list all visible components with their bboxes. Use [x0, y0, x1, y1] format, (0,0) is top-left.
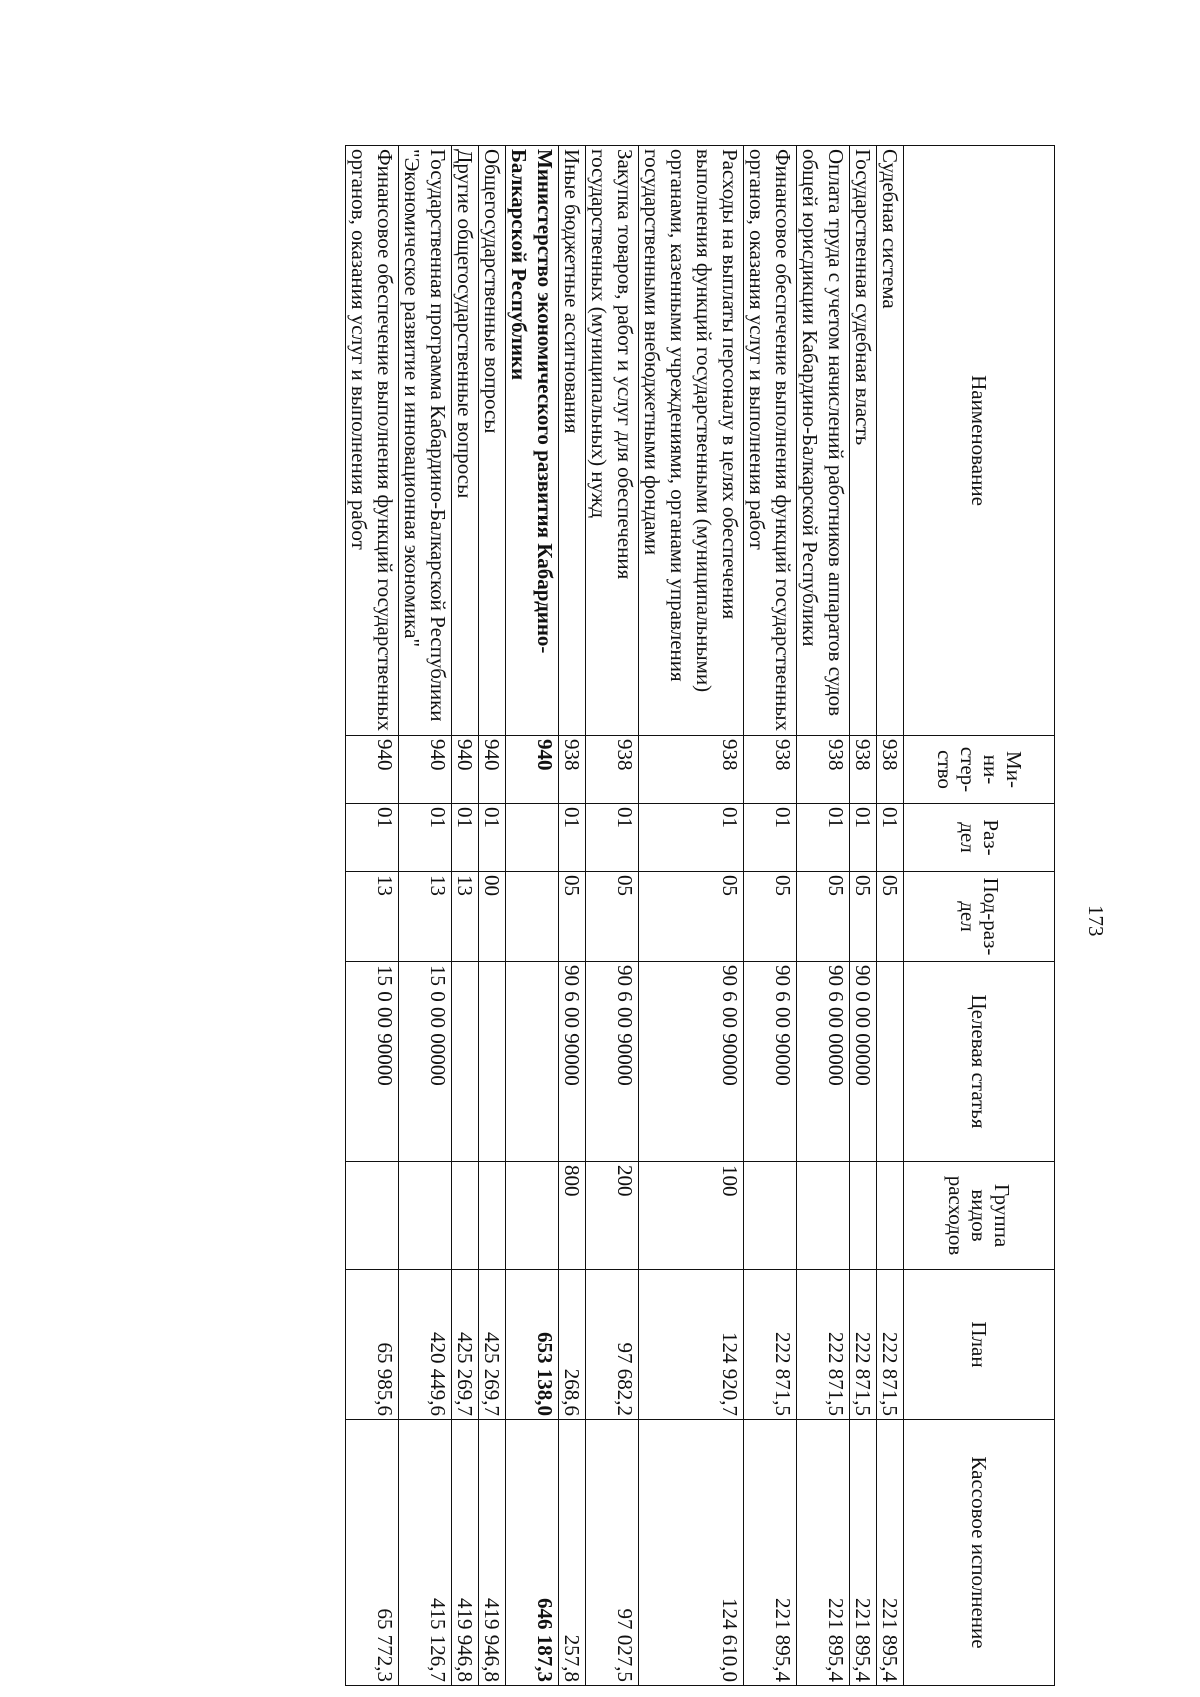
cell-section: 01	[639, 804, 744, 872]
cell-subsection: 05	[797, 872, 850, 962]
cell-ministry: 938	[559, 736, 586, 804]
cell-ministry: 940	[346, 736, 399, 804]
cell-target-article: 15 0 00 90000	[346, 962, 399, 1162]
cell-name: Финансовое обеспечение выполнения функций государственных органов, оказания услуг и выполнения работ	[346, 146, 399, 736]
cell-target-article: 90 6 00 90000	[744, 962, 797, 1162]
cell-plan: 222 871,5	[744, 1270, 797, 1420]
budget-table	[345, 145, 1055, 1686]
cell-ministry: 938	[744, 736, 797, 804]
cell-expense-group: 800	[559, 1162, 586, 1270]
cell-plan: 222 871,5	[850, 1270, 877, 1420]
cell-subsection: 05	[639, 872, 744, 962]
cell-plan: 653 138,0	[506, 1270, 559, 1420]
cell-expense-group	[346, 1162, 399, 1270]
cell-section	[506, 804, 559, 872]
table-row	[346, 146, 399, 1686]
cell-section: 01	[559, 804, 586, 872]
cell-ministry: 938	[586, 736, 639, 804]
cell-ministry: 940	[399, 736, 452, 804]
table-body	[346, 146, 904, 1686]
table-header-row	[904, 146, 1055, 1686]
cell-cash-execution: 124 610,0	[639, 1420, 744, 1686]
cell-section: 01	[744, 804, 797, 872]
cell-expense-group	[850, 1162, 877, 1270]
cell-target-article	[506, 962, 559, 1162]
cell-target-article: 90 6 00 90000	[586, 962, 639, 1162]
table-row	[639, 146, 744, 1686]
rotated-sheet	[140, 145, 1055, 1685]
cell-cash-execution: 257,8	[559, 1420, 586, 1686]
header-ministry: Ми-ни-стер-ство	[904, 736, 1055, 804]
cell-ministry: 938	[797, 736, 850, 804]
cell-plan: 65 985,6	[346, 1270, 399, 1420]
cell-subsection: 00	[479, 872, 506, 962]
cell-ministry: 938	[877, 736, 904, 804]
cell-cash-execution: 65 772,3	[346, 1420, 399, 1686]
cell-section: 01	[399, 804, 452, 872]
cell-subsection: 05	[744, 872, 797, 962]
cell-name: Государственная судебная власть	[850, 146, 877, 736]
cell-target-article: 15 0 00 00000	[399, 962, 452, 1162]
cell-section: 01	[452, 804, 479, 872]
cell-target-article: 90 6 00 90000	[639, 962, 744, 1162]
cell-name: Закупка товаров, работ и услуг для обеспечения государственных (муниципальных) нужд	[586, 146, 639, 736]
cell-plan: 97 682,2	[586, 1270, 639, 1420]
header-name: Наименование	[904, 146, 1055, 736]
cell-plan: 425 269,7	[479, 1270, 506, 1420]
table-row	[399, 146, 452, 1686]
cell-plan: 268,6	[559, 1270, 586, 1420]
cell-expense-group	[506, 1162, 559, 1270]
cell-cash-execution: 646 187,3	[506, 1420, 559, 1686]
header-plan: План	[904, 1270, 1055, 1420]
cell-ministry: 940	[506, 736, 559, 804]
cell-target-article: 90 6 00 90000	[559, 962, 586, 1162]
cell-cash-execution: 419 946,8	[479, 1420, 506, 1686]
cell-subsection: 05	[877, 872, 904, 962]
cell-plan: 222 871,5	[877, 1270, 904, 1420]
cell-section: 01	[479, 804, 506, 872]
cell-subsection: 13	[346, 872, 399, 962]
cell-target-article	[479, 962, 506, 1162]
cell-name: Оплата труда с учетом начислений работников аппаратов судов общей юрисдикции Кабардино-Балкарской Республики	[797, 146, 850, 736]
cell-name: Иные бюджетные ассигнования	[559, 146, 586, 736]
cell-plan: 222 871,5	[797, 1270, 850, 1420]
table-row	[479, 146, 506, 1686]
table-row	[797, 146, 850, 1686]
cell-subsection: 13	[399, 872, 452, 962]
cell-cash-execution: 221 895,4	[877, 1420, 904, 1686]
table-row	[744, 146, 797, 1686]
cell-target-article	[877, 962, 904, 1162]
cell-section: 01	[586, 804, 639, 872]
cell-name: Государственная программа Кабардино-Балкарской Республики "Экономическое развитие и инновационная экономика"	[399, 146, 452, 736]
table-row	[452, 146, 479, 1686]
cell-cash-execution: 221 895,4	[797, 1420, 850, 1686]
cell-section: 01	[877, 804, 904, 872]
cell-name: Финансовое обеспечение выполнения функций государственных органов, оказания услуг и выполнения работ	[744, 146, 797, 736]
cell-subsection: 05	[850, 872, 877, 962]
cell-expense-group	[877, 1162, 904, 1270]
cell-section: 01	[346, 804, 399, 872]
header-cash-execution: Кассовое исполнение	[904, 1420, 1055, 1686]
cell-subsection: 05	[559, 872, 586, 962]
table-row	[877, 146, 904, 1686]
cell-subsection: 05	[586, 872, 639, 962]
header-target-article: Целевая статья	[904, 962, 1055, 1162]
cell-name: Общегосударственные вопросы	[479, 146, 506, 736]
cell-plan: 425 269,7	[452, 1270, 479, 1420]
cell-subsection	[506, 872, 559, 962]
header-expense-group: Группа видов расходов	[904, 1162, 1055, 1270]
cell-name: Расходы на выплаты персоналу в целях обеспечения выполнения функций государственными (муниципальными) органами, казенными учреждениями, органами управления государственными внебюджетными фондами	[639, 146, 744, 736]
cell-section: 01	[797, 804, 850, 872]
cell-expense-group	[797, 1162, 850, 1270]
cell-cash-execution: 419 946,8	[452, 1420, 479, 1686]
cell-subsection: 13	[452, 872, 479, 962]
cell-ministry: 938	[850, 736, 877, 804]
cell-target-article	[452, 962, 479, 1162]
cell-cash-execution: 221 895,4	[744, 1420, 797, 1686]
cell-name: Другие общегосударственные вопросы	[452, 146, 479, 736]
cell-ministry: 940	[479, 736, 506, 804]
cell-plan: 420 449,6	[399, 1270, 452, 1420]
header-subsection: Под-раз-дел	[904, 872, 1055, 962]
cell-expense-group: 100	[639, 1162, 744, 1270]
cell-plan: 124 920,7	[639, 1270, 744, 1420]
cell-expense-group	[744, 1162, 797, 1270]
cell-expense-group	[452, 1162, 479, 1270]
table-row	[506, 146, 559, 1686]
table-row	[586, 146, 639, 1686]
cell-cash-execution: 415 126,7	[399, 1420, 452, 1686]
cell-cash-execution: 221 895,4	[850, 1420, 877, 1686]
cell-ministry: 938	[639, 736, 744, 804]
cell-target-article: 90 0 00 00000	[850, 962, 877, 1162]
cell-expense-group: 200	[586, 1162, 639, 1270]
cell-expense-group	[479, 1162, 506, 1270]
cell-expense-group	[399, 1162, 452, 1270]
cell-ministry: 940	[452, 736, 479, 804]
header-section: Раз-дел	[904, 804, 1055, 872]
cell-section: 01	[850, 804, 877, 872]
cell-cash-execution: 97 027,5	[586, 1420, 639, 1686]
page-number: 173	[1084, 905, 1108, 937]
cell-name: Судебная система	[877, 146, 904, 736]
table-row	[850, 146, 877, 1686]
cell-target-article: 90 6 00 00000	[797, 962, 850, 1162]
cell-name: Министерство экономического развития Кабардино-Балкарской Республики	[506, 146, 559, 736]
table-row	[559, 146, 586, 1686]
